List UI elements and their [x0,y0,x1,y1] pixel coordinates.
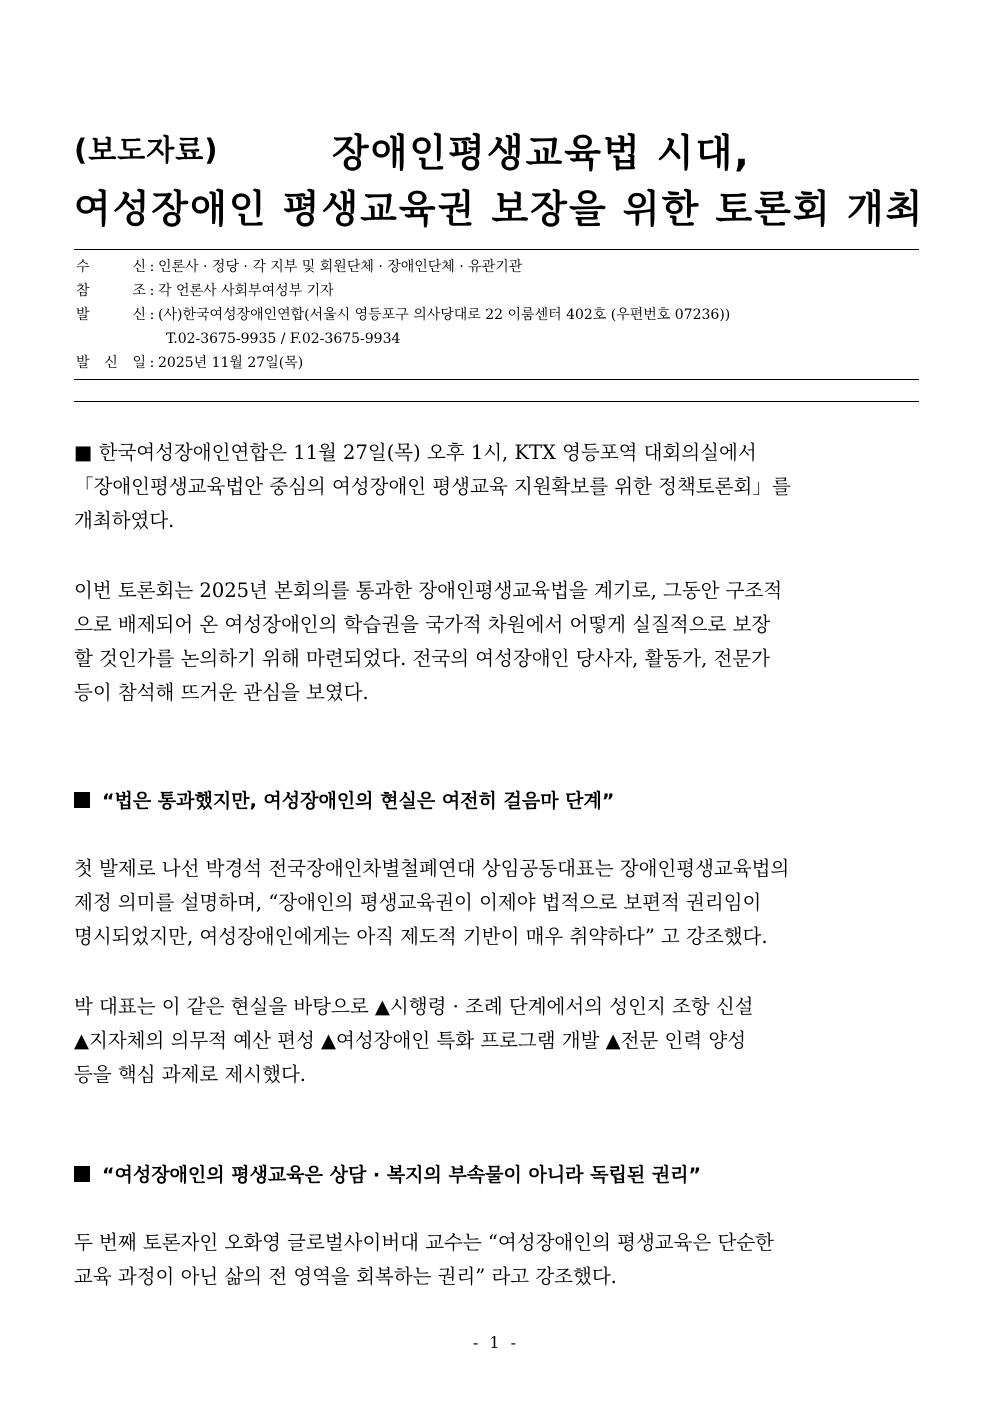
divider-top [74,249,919,250]
press-release-tag: (보도자료) [74,133,219,167]
paragraph-background [74,574,922,710]
sender-contact: T.02-3675-9935 / F.02-3675-9934 [166,331,401,347]
section-heading-2 [74,1158,922,1192]
colon: : [149,307,155,323]
date-key: 발 신 일 [76,355,146,371]
text-line: 등을 핵심 과제로 제시했다. [74,1063,307,1086]
bullet-square-icon [74,1166,90,1182]
sender-key: 발 신 [76,307,146,323]
divider-middle [74,379,919,380]
paragraph-tasks [74,990,922,1092]
page-title-line1: 장애인평생교육법 시대, [332,131,751,175]
section-heading-1-text: “법은 통과했지만, 여성장애인의 현실은 여전히 걸음마 단계” [102,790,615,812]
text-line: 첫 발제로 나선 박경석 전국장애인차별철폐연대 상임공동대표는 장애인평생교육법의 [74,857,790,880]
text-line: 명시되었지만, 여성장애인에게는 아직 제도적 기반이 매우 취약하다” 고 강조했다. [74,925,768,948]
colon: : [149,355,155,371]
text-line: 등이 참석해 뜨거운 관심을 보였다. [74,681,369,704]
bullet-square-icon [74,792,90,808]
reference-key: 참 조 [76,283,146,299]
colon: : [149,283,155,299]
paragraph-intro [74,436,922,538]
recipient-value: 인론사 · 정당 · 각 지부 및 회원단체 · 장애인단체 · 유관기관 [158,259,523,275]
divider-bottom [74,401,919,402]
text-line: 「장애인평생교육법안 중심의 여성장애인 평생교육 지원확보를 위한 정책토론회」를 [74,475,791,498]
text-line: 교육 과정이 아닌 삶의 전 영역을 회복하는 권리” 라고 강조했다. [74,1265,617,1288]
reference-row [76,279,921,303]
recipient-row [76,255,921,279]
text-line: 으로 배제되어 온 여성장애인의 학습권을 국가적 차원에서 어떻게 실질적으로 보장 [74,613,771,636]
text-line: 이번 토론회는 2025년 본회의를 통과한 장애인평생교육법을 계기로, 그동안 구조적 [74,579,783,602]
title-block-line1 [74,122,924,174]
text-line: 개최하였다. [74,509,175,532]
date-row [76,351,921,375]
reference-value: 각 언론사 사회부여성부 기자 [158,283,334,299]
text-line: 두 번째 토론자인 오화영 글로벌사이버대 교수는 “여성장애인의 평생교육은 단순한 [74,1231,775,1254]
section-heading-1 [74,784,922,818]
sender-value: (사)한국여성장애인연합(서울시 영등포구 의사당대로 22 이룸센터 402호 (우편번호 07236)) [158,307,731,323]
distribution-info [76,255,921,375]
date-value: 2025년 11월 27일(목) [158,355,304,371]
paragraph-second-panelist [74,1226,922,1294]
section-heading-2-text: “여성장애인의 평생교육은 상담 · 복지의 부속물이 아니라 독립된 권리” [102,1164,702,1186]
page-title-line2: 여성장애인 평생교육권 보장을 위한 토론회 개최 [74,187,925,231]
text-line: 제정 의미를 설명하며, “장애인의 평생교육권이 이제야 법적으로 보편적 권리임이 [74,891,762,914]
paragraph-first-presentation [74,852,922,954]
text-line: 할 것인가를 논의하기 위해 마련되었다. 전국의 여성장애인 당사자, 활동가, 전문가 [74,647,771,670]
text-line: 박 대표는 이 같은 현실을 바탕으로 ▲시행령 · 조례 단계에서의 성인지 조항 신설 [74,995,754,1018]
text-line: ▲지자체의 의무적 예산 편성 ▲여성장애인 특화 프로그램 개발 ▲전문 인력 양성 [74,1029,747,1052]
recipient-key: 수 신 [76,259,146,275]
colon: : [149,259,155,275]
sender-row [76,303,921,327]
page-number: - 1 - [472,1333,520,1352]
text-line: ■ 한국여성장애인연합은 11월 27일(목) 오후 1시, KTX 영등포역 대회의실에서 [74,441,757,464]
